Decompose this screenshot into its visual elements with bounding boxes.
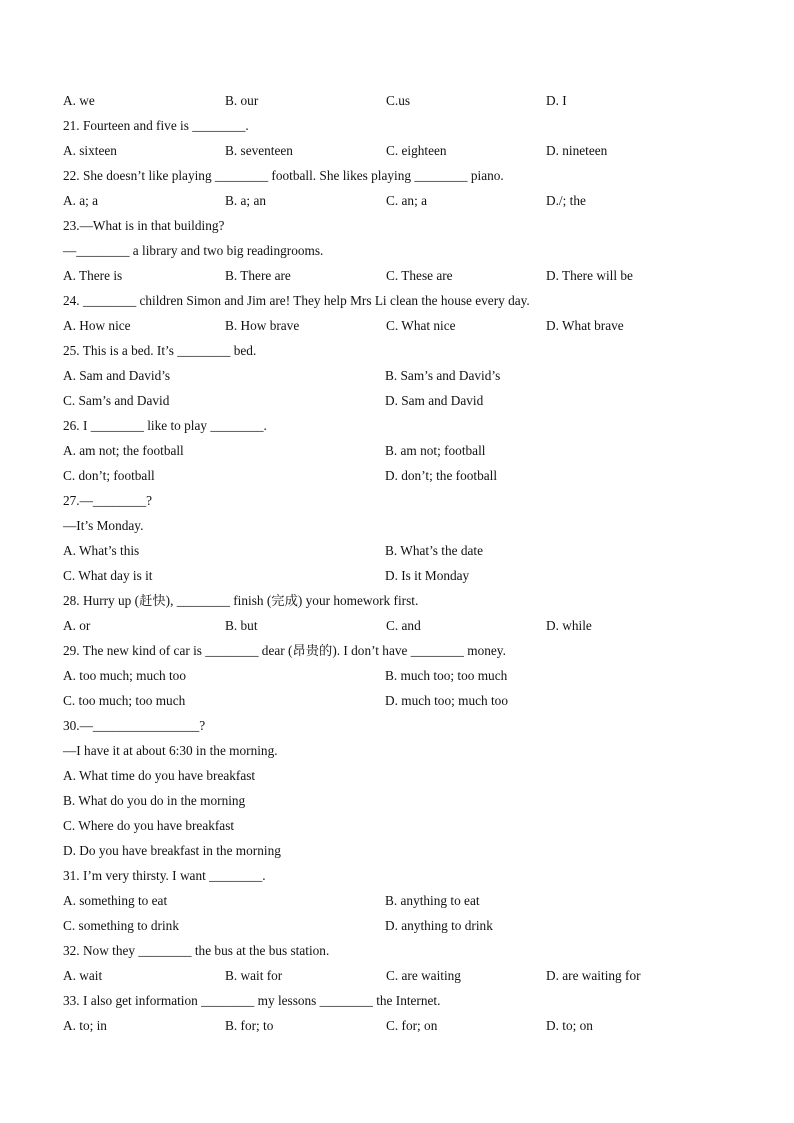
- question-line: 30.—________________?: [63, 718, 206, 733]
- answer-option: C. These are: [386, 268, 453, 283]
- options-row: [63, 888, 743, 913]
- question-line: 29. The new kind of car is ________ dear (昂贵的). I don’t have ________ money.: [63, 643, 506, 658]
- answer-option: B. Sam’s and David’s: [385, 368, 501, 383]
- answer-option: C. are waiting: [386, 968, 461, 983]
- options-row: [63, 463, 743, 488]
- question-line: A. What time do you have breakfast: [63, 768, 256, 783]
- question-line: 21. Fourteen and five is ________.: [63, 118, 249, 133]
- answer-option: A. something to eat: [63, 893, 168, 908]
- answer-option: A. wait: [63, 968, 103, 983]
- question-line: —It’s Monday.: [63, 518, 144, 533]
- answer-option: D. I: [546, 93, 567, 108]
- answer-option: C. for; on: [386, 1018, 438, 1033]
- options-row: [63, 538, 743, 563]
- options-row: [63, 363, 743, 388]
- question-line: 25. This is a bed. It’s ________ bed.: [63, 343, 257, 358]
- question-line: 31. I’m very thirsty. I want ________.: [63, 868, 266, 883]
- answer-option: A. Sam and David’s: [63, 368, 171, 383]
- options-row: [63, 138, 743, 163]
- question-line: 22. She doesn’t like playing ________ football. She likes playing ________ piano.: [63, 168, 504, 183]
- answer-option: B. How brave: [225, 318, 300, 333]
- answer-option: B. What’s the date: [385, 543, 483, 558]
- question-line: C. Where do you have breakfast: [63, 818, 235, 833]
- answer-option: D. don’t; the football: [385, 468, 498, 483]
- options-row: [63, 313, 743, 338]
- options-row: [63, 88, 743, 113]
- answer-option: C. an; a: [386, 193, 427, 208]
- answer-option: B. am not; football: [385, 443, 486, 458]
- answer-option: C. don’t; football: [63, 468, 155, 483]
- options-row: [63, 663, 743, 688]
- answer-option: B. a; an: [225, 193, 266, 208]
- answer-option: D. nineteen: [546, 143, 608, 158]
- answer-option: A. to; in: [63, 1018, 107, 1033]
- answer-option: C. something to drink: [63, 918, 179, 933]
- answer-option: C. and: [386, 618, 421, 633]
- answer-option: C. eighteen: [386, 143, 447, 158]
- options-row: [63, 1013, 743, 1038]
- answer-option: A. we: [63, 93, 95, 108]
- answer-option: A. or: [63, 618, 91, 633]
- answer-option: B. wait for: [225, 968, 283, 983]
- question-line: —________ a library and two big readingrooms.: [63, 243, 324, 258]
- question-line: 28. Hurry up (赶快), ________ finish (完成) your homework first.: [63, 593, 419, 608]
- answer-option: A. There is: [63, 268, 123, 283]
- answer-option: C. Sam’s and David: [63, 393, 170, 408]
- options-row: [63, 688, 743, 713]
- answer-option: B. for; to: [225, 1018, 274, 1033]
- options-row: [63, 963, 743, 988]
- answer-option: A. a; a: [63, 193, 99, 208]
- question-line: 33. I also get information ________ my lessons ________ the Internet.: [63, 993, 441, 1008]
- answer-option: D. What brave: [546, 318, 624, 333]
- exam-page: [63, 88, 743, 1038]
- answer-option: B. There are: [225, 268, 291, 283]
- answer-option: B. but: [225, 618, 258, 633]
- answer-option: C. What day is it: [63, 568, 153, 583]
- answer-option: D. to; on: [546, 1018, 593, 1033]
- answer-option: C. What nice: [386, 318, 456, 333]
- answer-option: D. are waiting for: [546, 968, 641, 983]
- answer-option: C. too much; too much: [63, 693, 186, 708]
- options-row: [63, 263, 743, 288]
- answer-option: D./; the: [546, 193, 586, 208]
- answer-option: D. Is it Monday: [385, 568, 470, 583]
- answer-option: D. anything to drink: [385, 918, 493, 933]
- answer-option: A. sixteen: [63, 143, 117, 158]
- answer-option: A. am not; the football: [63, 443, 184, 458]
- question-line: D. Do you have breakfast in the morning: [63, 843, 281, 858]
- options-row: [63, 563, 743, 588]
- answer-option: B. our: [225, 93, 259, 108]
- options-row: [63, 913, 743, 938]
- answer-option: B. anything to eat: [385, 893, 480, 908]
- answer-option: B. seventeen: [225, 143, 293, 158]
- question-line: 26. I ________ like to play ________.: [63, 418, 267, 433]
- answer-option: D. much too; much too: [385, 693, 508, 708]
- question-line: 24. ________ children Simon and Jim are! They help Mrs Li clean the house every day.: [63, 293, 530, 308]
- question-line: 27.—________?: [63, 493, 153, 508]
- answer-option: A. What’s this: [63, 543, 140, 558]
- answer-option: D. while: [546, 618, 592, 633]
- answer-option: D. Sam and David: [385, 393, 484, 408]
- options-row: [63, 613, 743, 638]
- answer-option: D. There will be: [546, 268, 633, 283]
- answer-option: C.us: [386, 93, 411, 108]
- question-line: 32. Now they ________ the bus at the bus station.: [63, 943, 330, 958]
- question-line: —I have it at about 6:30 in the morning.: [63, 743, 278, 758]
- answer-option: A. too much; much too: [63, 668, 186, 683]
- answer-option: B. much too; too much: [385, 668, 508, 683]
- options-row: [63, 388, 743, 413]
- options-row: [63, 188, 743, 213]
- question-line: 23.—What is in that building?: [63, 218, 225, 233]
- question-line: B. What do you do in the morning: [63, 793, 246, 808]
- options-row: [63, 438, 743, 463]
- answer-option: A. How nice: [63, 318, 131, 333]
